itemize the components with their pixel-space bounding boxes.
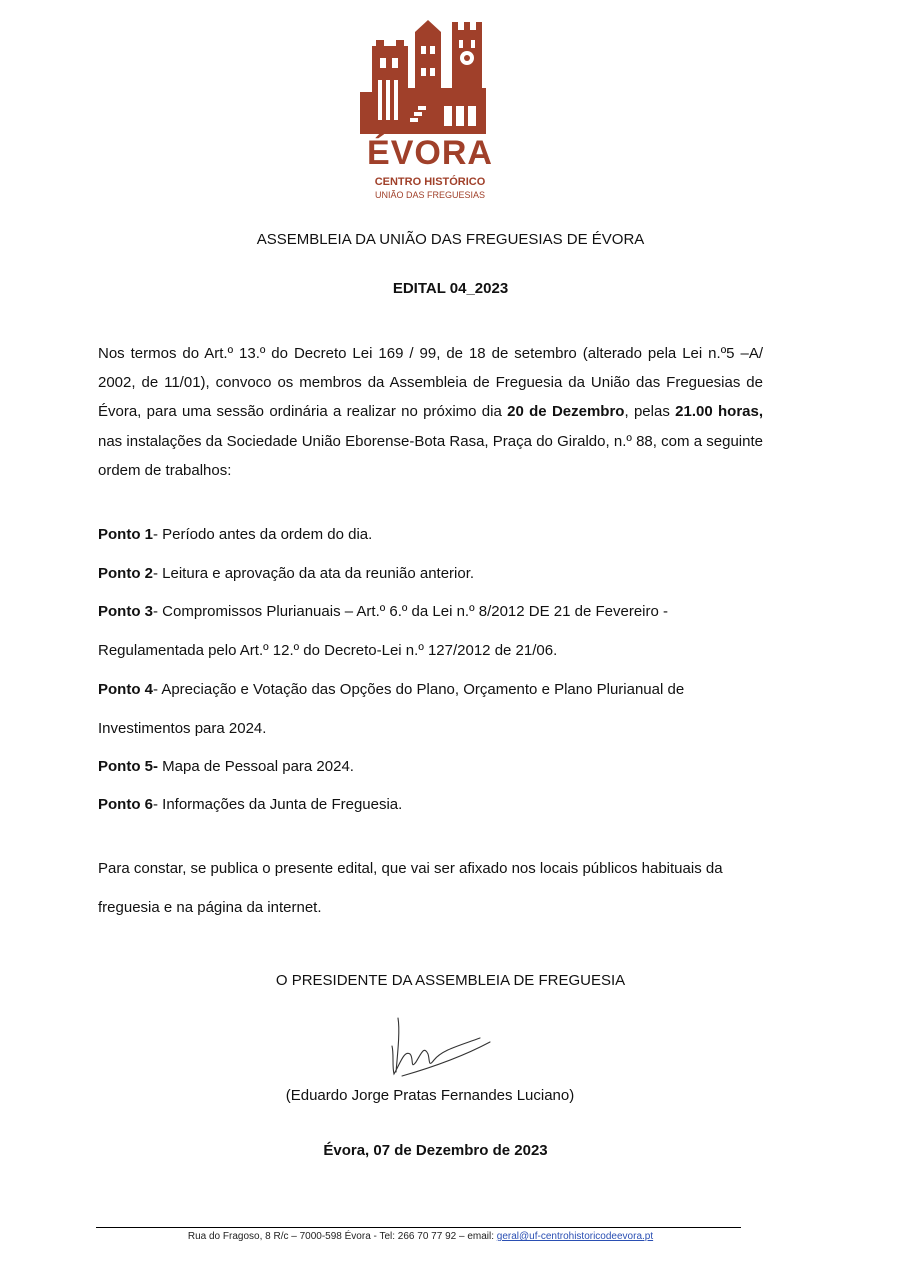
agenda-item-label: Ponto 3 xyxy=(98,603,153,620)
agenda-item xyxy=(98,670,763,748)
agenda-item-text: Período antes da ordem do dia. xyxy=(158,526,373,543)
agenda-item-separator: - xyxy=(153,681,158,698)
agenda-item-text: Compromissos Plurianuais – Art.º 6.º da Lei n.º 8/2012 DE 21 de Fevereiro - Regulamentada pelo Art.º 12.º do Decreto-Lei n.º 127/2012 de 21/06. xyxy=(98,603,669,659)
agenda-item-separator: - xyxy=(153,526,158,543)
edital-title: EDITAL 04_2023 xyxy=(392,280,509,297)
president-title: O PRESIDENTE DA ASSEMBLEIA DE FREGUESIA xyxy=(275,972,626,989)
agenda-item-text: Apreciação e Votação das Opções do Plano, Orçamento e Plano Plurianual de Investimentos para 2024. xyxy=(98,681,685,737)
evora-logo xyxy=(360,18,500,198)
agenda-item xyxy=(98,785,763,824)
agenda-item-text: Mapa de Pessoal para 2024. xyxy=(158,758,354,775)
agenda-item-separator: - xyxy=(153,565,158,582)
intro-text-1: Nos termos do Art.º 13.º do Decreto Lei 169 / 99, de 18 de setembro (alterado pela Lei n.º5 –A/ 2002, de 11/01), convoco os membros da Assembleia de Freguesia da União das Freguesias de Évora, para uma sessão ordinária a realizar no próximo dia xyxy=(98,345,763,421)
agenda-item xyxy=(98,747,763,786)
agenda-item-label: Ponto 5- xyxy=(98,758,158,775)
footer-contact xyxy=(0,1231,841,1242)
agenda-item-separator: - xyxy=(153,603,158,620)
handwritten-signature xyxy=(370,1010,500,1090)
agenda-item-label: Ponto 1 xyxy=(98,526,153,543)
meeting-time: 21.00 horas, xyxy=(675,403,764,421)
intro-text-2: , pelas xyxy=(624,403,676,421)
closing-paragraph: Para constar, se publica o presente edital, que vai ser afixado nos locais públicos habituais da freguesia e na página da internet. xyxy=(98,860,723,916)
agenda-item-label: Ponto 2 xyxy=(98,565,153,582)
agenda-item-separator: - xyxy=(153,796,158,813)
assembly-heading: ASSEMBLEIA DA UNIÃO DAS FREGUESIAS DE ÉVORA xyxy=(256,231,645,248)
intro-text-3: nas instalações da Sociedade União Eborense-Bota Rasa, Praça do Giraldo, n.º 88, com a seguinte ordem de trabalhos: xyxy=(98,432,763,479)
footer-email-link[interactable]: geral@uf-centrohistoricodeevora.pt xyxy=(496,1231,654,1242)
logo-tagline: UNIÃO DAS FREGUESIAS xyxy=(374,190,486,200)
historic-buildings-icon xyxy=(360,18,500,136)
footer-address: Rua do Fragoso, 8 R/c – 7000-598 Évora - Tel: 266 70 77 92 – email: xyxy=(187,1231,497,1242)
logo-title: ÉVORA xyxy=(367,134,493,172)
agenda-item xyxy=(98,592,763,670)
meeting-date: 20 de Dezembro xyxy=(507,403,625,421)
agenda-item xyxy=(98,515,763,554)
footer-divider xyxy=(96,1227,741,1228)
president-name: (Eduardo Jorge Pratas Fernandes Luciano) xyxy=(285,1087,575,1104)
agenda-item-label: Ponto 6 xyxy=(98,796,153,813)
document-date: Évora, 07 de Dezembro de 2023 xyxy=(323,1142,548,1159)
intro-paragraph xyxy=(98,339,763,485)
agenda-item-text: Leitura e aprovação da ata da reunião anterior. xyxy=(158,565,475,582)
agenda-item-text: Informações da Junta de Freguesia. xyxy=(158,796,403,813)
logo-subtitle: CENTRO HISTÓRICO xyxy=(374,176,486,188)
agenda-item xyxy=(98,554,763,593)
agenda-item-label: Ponto 4 xyxy=(98,681,153,698)
